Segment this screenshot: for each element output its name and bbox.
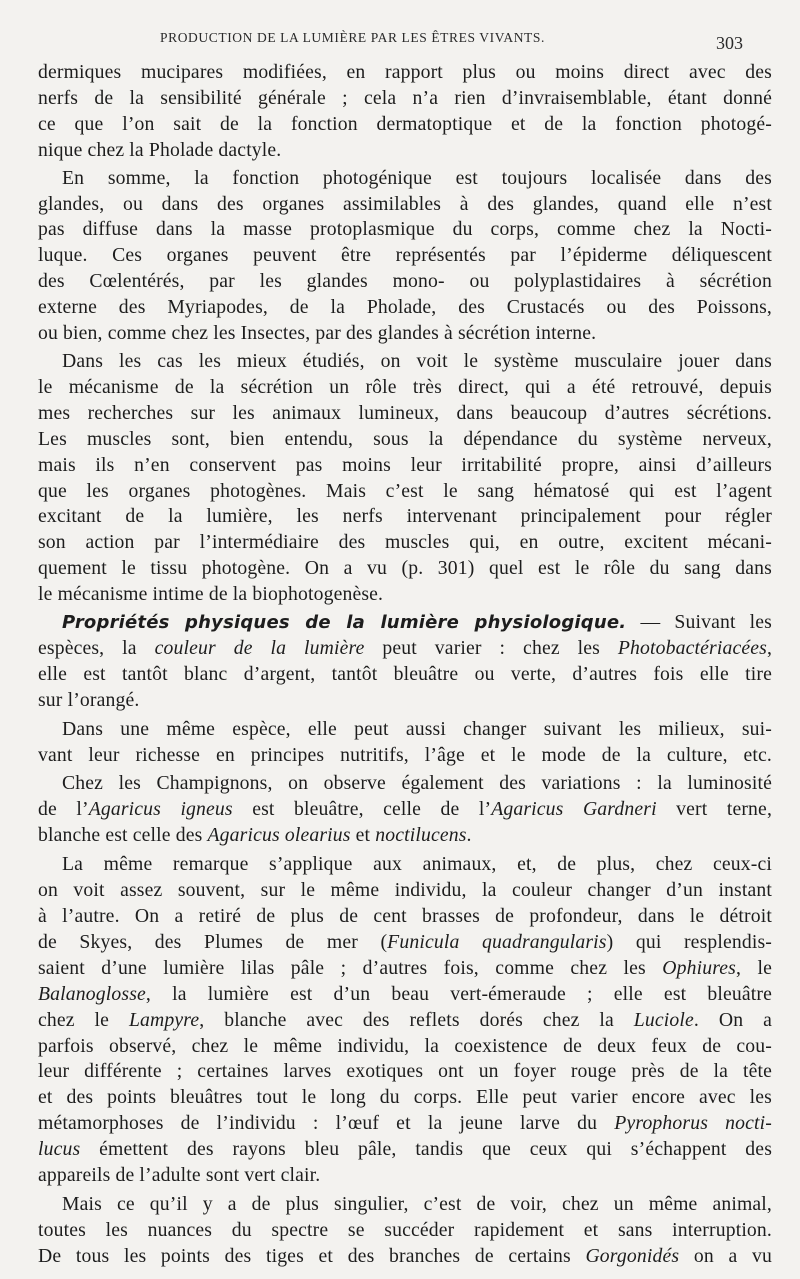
text-line: sur l’orangé.	[38, 688, 140, 711]
italic-run: Pyrophorus nocti-	[614, 1112, 772, 1135]
italic-run: Gorgonidés	[585, 1244, 680, 1267]
text-run: De tous les points des tiges et des branches de certains	[38, 1244, 586, 1267]
text-line: vant leur richesse en principes nutritifs, l’âge et le mode de la culture, etc.	[38, 743, 772, 766]
italic-run: Photobactériacées	[617, 636, 767, 659]
paragraph-4	[38, 610, 772, 714]
text-line	[38, 823, 772, 849]
text-line: parfois observé, chez le même individu, la coexistence de deux feux de cou-	[38, 1034, 772, 1057]
text-run: , le	[735, 956, 772, 979]
italic-run: Agaricus olearius	[207, 824, 351, 847]
text-run: . On a	[693, 1008, 772, 1031]
text-run: de Skyes, des Plumes de mer (	[38, 930, 388, 953]
text-line: dermiques mucipares modifiées, en rapport plus ou moins direct avec des	[38, 61, 772, 83]
text-line: Dans les cas les mieux étudiés, on voit le système musculaire jouer dans	[62, 349, 772, 372]
text-line: quement le tissu photogène. On a vu (p. 301) quel est le rôle du sang dans	[38, 557, 772, 580]
italic-run: Balanoglosse	[38, 982, 146, 1005]
italic-run: Funicula quadrangularis	[387, 930, 607, 953]
running-header: PRODUCTION DE LA LUMIÈRE PAR LES ÊTRES VIVANTS.	[160, 30, 545, 45]
italic-run: Luciole	[633, 1008, 694, 1031]
page-body	[38, 60, 772, 1270]
text-line: ou bien, comme chez les Insectes, par des glandes à sécrétion interne.	[38, 322, 597, 345]
text-line: toutes les nuances du spectre se succéder rapidement et sans interruption.	[38, 1218, 772, 1241]
paragraph-5	[38, 717, 772, 769]
text-line	[38, 636, 772, 662]
text-line: mes recherches sur les animaux lumineux, dans beaucoup d’autres sécrétions.	[38, 401, 772, 424]
text-line: Chez les Champignons, on observe également des variations : la luminosité	[62, 772, 772, 795]
text-line: leur différente ; certaines larves exotiques ont un foyer rouge près de la tête	[38, 1060, 772, 1083]
text-line: externe des Myriapodes, de la Pholade, des Crustacés ou des Poissons,	[38, 296, 772, 319]
text-run: on a vu	[679, 1244, 772, 1267]
text-line	[38, 797, 772, 823]
text-line	[38, 610, 772, 636]
italic-run: couleur de la lumière	[154, 636, 365, 659]
italic-run: Agaricus Gardneri	[491, 798, 657, 821]
italic-run: Ophiures	[662, 956, 736, 979]
text-run: .	[466, 824, 472, 847]
text-line: Dans une même espèce, elle peut aussi changer suivant les milieux, sui-	[62, 717, 772, 740]
text-run: peut varier : chez les	[364, 636, 618, 659]
text-line: on voit assez souvent, sur le même individu, la couleur changer d’un instant	[38, 879, 772, 902]
text-line: son action par l’intermédiaire des muscles qui, en outre, excitent mécani-	[38, 531, 772, 554]
text-line: à l’autre. On a retiré de plus de cent brasses de profondeur, dans le détroit	[38, 905, 772, 927]
text-line	[38, 1008, 772, 1034]
text-run: est bleuâtre, celle de l’	[232, 798, 492, 821]
heading-lead: — Suivant les	[626, 611, 772, 634]
italic-run: lucus	[38, 1138, 81, 1161]
text-run: émettent des rayons bleu pâle, tandis que ceux qui s’échappent des	[80, 1138, 772, 1161]
text-line: La même remarque s’applique aux animaux, et, de plus, chez ceux-ci	[62, 853, 772, 876]
paragraph-2	[38, 166, 772, 347]
text-run: de l’	[38, 798, 89, 821]
text-line	[38, 930, 772, 956]
text-line	[38, 1111, 772, 1137]
text-run: espèces, la	[38, 636, 155, 659]
paragraph-1	[38, 60, 772, 164]
text-line: ce que l’on sait de la fonction dermatoptique et de la fonction photogé-	[38, 112, 772, 135]
text-run: blanche est celle des	[38, 824, 208, 847]
text-line	[38, 956, 772, 982]
text-line: et des points bleuâtres tout le long du corps. Elle peut varier encore avec les	[38, 1086, 772, 1109]
section-heading: Propriétés physiques de la lumière physiologique.	[62, 612, 627, 634]
text-run: , la lumière est d’un beau vert-émeraude ; elle est bleuâtre	[145, 982, 772, 1005]
italic-run: noctilucens	[375, 824, 467, 847]
text-line: En somme, la fonction photogénique est toujours localisée dans des	[62, 166, 772, 189]
text-line: le mécanisme intime de la biophotogenèse.	[38, 583, 384, 606]
paragraph-3	[38, 349, 772, 608]
text-line: appareils de l’adulte sont vert clair.	[38, 1164, 321, 1187]
text-run: , blanche avec des reflets dorés chez la	[199, 1008, 634, 1031]
text-run: métamorphoses de l’individu : l’œuf et la jeune larve du	[38, 1112, 615, 1135]
paragraph-8	[38, 1192, 772, 1270]
italic-run: Agaricus igneus	[88, 798, 233, 821]
text-run: chez le	[38, 1008, 129, 1031]
text-line: que les organes photogènes. Mais c’est le sang hématosé qui est l’agent	[38, 479, 772, 502]
text-line: mais ils n’en conservent pas moins leur irritabilité propre, ainsi d’ailleurs	[38, 453, 772, 476]
italic-run: Lampyre	[128, 1008, 200, 1031]
text-run: et	[350, 824, 376, 847]
text-line: nerfs de la sensibilité générale ; cela n’a rien d’invraisemblable, étant donné	[38, 86, 772, 109]
paragraph-6	[38, 771, 772, 849]
text-line: excitant de la lumière, les nerfs intervenant principalement pour régler	[38, 505, 772, 528]
text-line: des Cœlentérés, par les glandes mono- ou polyplastidaires à sécrétion	[38, 270, 772, 293]
text-line: Les muscles sont, bien entendu, sous la dépendance du système nerveux,	[38, 427, 772, 450]
text-line: pas diffuse dans la masse protoplasmique du corps, comme chez la Nocti-	[38, 218, 772, 241]
text-line: Mais ce qu’il y a de plus singulier, c’est de voir, chez un même animal,	[62, 1192, 772, 1215]
text-run: ) qui resplendis-	[606, 930, 773, 953]
text-line: elle est tantôt blanc d’argent, tantôt bleuâtre ou verte, d’autres fois elle tire	[38, 662, 772, 685]
text-run: ,	[766, 636, 773, 659]
text-line: le mécanisme de la sécrétion un rôle très direct, qui a été retrouvé, depuis	[38, 375, 772, 398]
text-line: luque. Ces organes peuvent être représentés par l’épiderme déliquescent	[38, 244, 772, 267]
text-line	[38, 982, 772, 1008]
text-line	[38, 1244, 772, 1270]
paragraph-7	[38, 852, 772, 1189]
text-line: glandes, ou dans des organes assimilables à des glandes, quand elle n’est	[38, 192, 772, 215]
page-number: 303	[716, 33, 743, 53]
text-run: vert terne,	[656, 798, 773, 821]
text-run: saient d’une lumière lilas pâle ; d’autres fois, comme chez les	[38, 956, 663, 979]
text-line	[38, 1137, 772, 1163]
text-line: nique chez la Pholade dactyle.	[38, 138, 282, 161]
